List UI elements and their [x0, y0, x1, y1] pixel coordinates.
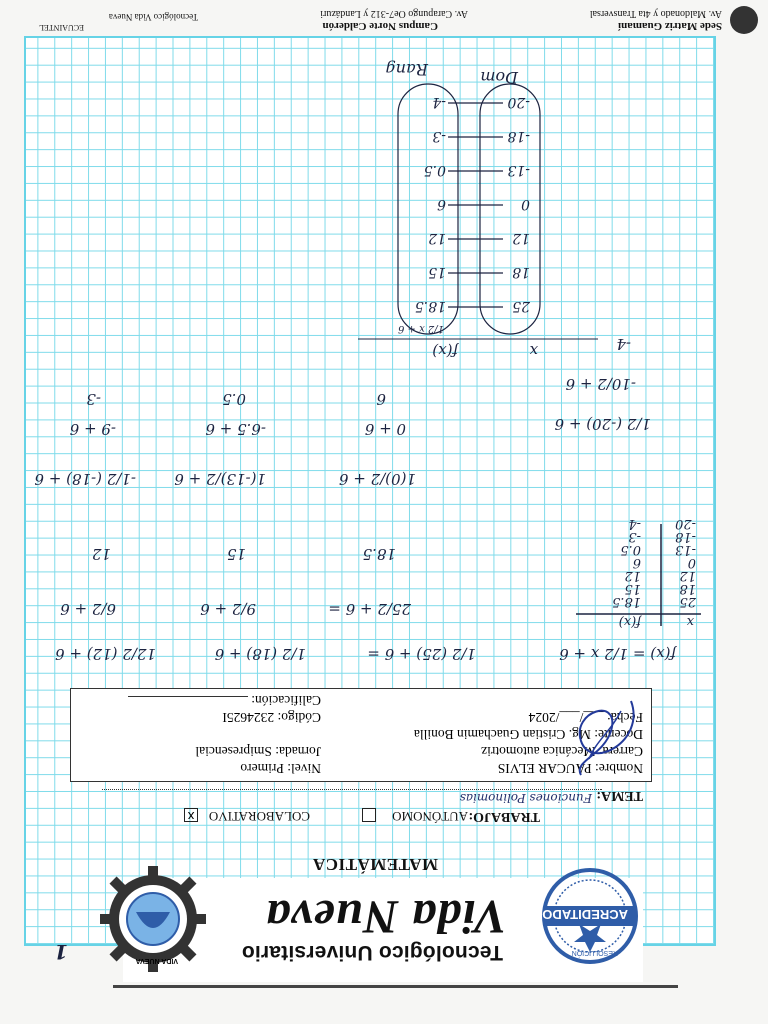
domain-value: -13: [507, 162, 530, 178]
option-colaborativo-label: COLABORATIVO: [208, 809, 310, 824]
mapping-rule-note: 1/2 x + 6: [397, 323, 444, 334]
option-autonomo-label: AUTÓNOMO: [392, 809, 468, 824]
signature-icon: [563, 691, 651, 781]
table-x-cell: -13: [675, 542, 696, 557]
table-fx-cell: 18.5: [612, 594, 641, 609]
range-value: 18.5: [414, 298, 446, 314]
table-x-cell: 0: [687, 555, 696, 570]
footer-strip: [0, 0, 768, 34]
range-value: -4: [432, 94, 446, 110]
calc-5-1: 0 + 6: [364, 420, 406, 438]
calc-2-3: 6/2 + 6: [60, 600, 116, 618]
domain-value: 25: [512, 298, 530, 314]
carrera-value: Mecánica automotriz: [481, 744, 596, 759]
domain-value: 12: [512, 230, 530, 246]
table-fx-cell: 15: [624, 581, 641, 596]
table-x-cell: 25: [679, 594, 696, 609]
institution-title: Tecnológico Universitario: [241, 941, 503, 964]
table-x-cell: 12: [679, 568, 696, 583]
mapping-header-x: x: [529, 342, 538, 360]
calc-3-1: 18.5: [362, 545, 396, 563]
docente-label: Docente:: [594, 727, 643, 742]
fecha-label: Fecha:: [607, 710, 643, 725]
domain-value: 18: [512, 264, 530, 280]
table-header-fx: f(x): [618, 614, 641, 629]
calc-1-3: 12/2 (12) + 6: [55, 645, 156, 663]
calc-last-2: -10/2 + 6: [565, 375, 636, 393]
table-fx-cell: -3: [628, 529, 641, 544]
header-rule: [113, 985, 678, 988]
seal-resolution-label: RESOLUCIÓN: [571, 949, 618, 956]
calc-6-1: 6: [376, 390, 386, 408]
range-value: 6: [437, 196, 446, 212]
docente-value: Mg. Cristian Guachamin Bonilla: [413, 727, 591, 742]
topic-value: Funciones Polinomias: [459, 791, 592, 805]
jornada-label: Jornada:: [275, 744, 321, 759]
subject-title: MATEMÁTICA: [312, 855, 438, 874]
topic-label: TEMA:: [596, 788, 643, 803]
table-fx-cell: -4: [628, 516, 641, 531]
work-type-label: TRABAJO:: [468, 809, 540, 824]
carrera-label: Carrera:: [598, 744, 643, 759]
calc-4-2: 1(-13)/2 + 6: [174, 470, 266, 488]
campus1-title: Sede Matriz Guamaní: [618, 20, 722, 32]
calc-2-1: 25/2 + 6 =: [328, 600, 411, 618]
table-x-cell: 18: [679, 581, 696, 596]
nombre-label: Nombre:: [595, 761, 643, 776]
value-table: [576, 516, 701, 629]
calc-1-1: 1/2 (25) + 6 =: [367, 645, 476, 663]
logo-ring-label: VIDA NUEVA: [135, 957, 178, 964]
mapping-header-fx: f(x): [432, 342, 458, 360]
calc-3-3: 12: [91, 545, 111, 563]
mapping-diagram: [198, 44, 618, 364]
nivel-value: Primero: [240, 761, 284, 776]
range-label: Rang: [385, 60, 428, 79]
table-header-x: x: [686, 614, 694, 629]
institution-name: Vida Nueva: [265, 890, 506, 943]
codigo-label: Código:: [277, 710, 321, 725]
function-definition: f(x) = 1/2 x + 6: [559, 645, 676, 663]
calc-3-2: 15: [226, 545, 246, 563]
student-info-box: [70, 688, 652, 782]
calc-4-1: 1(0)/2 + 6: [338, 470, 416, 488]
page-number: 1: [54, 940, 68, 964]
domain-value: 0: [521, 196, 530, 212]
nombre-value: PAUCAR ELVIS: [497, 761, 592, 776]
table-fx-cell: 6: [632, 555, 641, 570]
nivel-label: Nivel:: [287, 761, 321, 776]
table-x-cell: -20: [675, 516, 696, 531]
fecha-value: ___/___/2024: [528, 710, 604, 725]
codigo-value: 2324625I: [222, 710, 275, 725]
seal-accredited-label: ACREDITADO: [542, 907, 628, 922]
footer-web: ECUAINTEL: [39, 23, 84, 32]
calc-4-3: -1/2 (-18) + 6: [34, 470, 136, 488]
range-value: 12: [428, 230, 446, 246]
table-fx-cell: 0.5: [620, 542, 641, 557]
calc-5-2: -6.5 + 6: [205, 420, 266, 438]
calc-2-2: 9/2 + 6: [200, 600, 256, 618]
footer-brand: Tecnológico Vida Nueva: [108, 12, 198, 22]
table-fx-cell: 12: [624, 568, 641, 583]
domain-oval: [480, 84, 540, 334]
autonomo-checkbox[interactable]: [362, 808, 376, 822]
campus2-address: Av. Carapungo Oe7-312 y Landázuri: [320, 8, 468, 19]
topic-underline: [102, 789, 602, 790]
calificacion-label: Calificación:: [251, 693, 321, 708]
domain-label: Dom: [480, 68, 518, 87]
campus1-address: Av. Maldonado y 4ta Transversal: [589, 8, 722, 19]
calc-6-3: -3: [86, 390, 101, 408]
jornada-value: Smipresencial: [195, 744, 272, 759]
campus2-title: Campus Norte Calderón: [322, 20, 438, 32]
calc-5-3: -9 + 6: [69, 420, 116, 438]
calc-6-2: 0.5: [222, 390, 246, 408]
colaborativo-checkbox[interactable]: x: [184, 808, 198, 822]
range-oval: [398, 84, 458, 334]
calc-last-3: -4: [616, 335, 631, 353]
range-value: 0.5: [423, 162, 446, 178]
range-value: 15: [428, 264, 446, 280]
domain-value: -20: [507, 94, 530, 110]
calc-last-1: 1/2 (-20) + 6: [554, 415, 651, 433]
domain-value: -18: [507, 128, 530, 144]
calc-1-2: 1/2 (18) + 6: [214, 645, 306, 663]
range-value: -3: [432, 128, 446, 144]
table-x-cell: -18: [675, 529, 696, 544]
footer-badge-icon: [730, 6, 758, 34]
calificacion-field[interactable]: [128, 696, 248, 697]
